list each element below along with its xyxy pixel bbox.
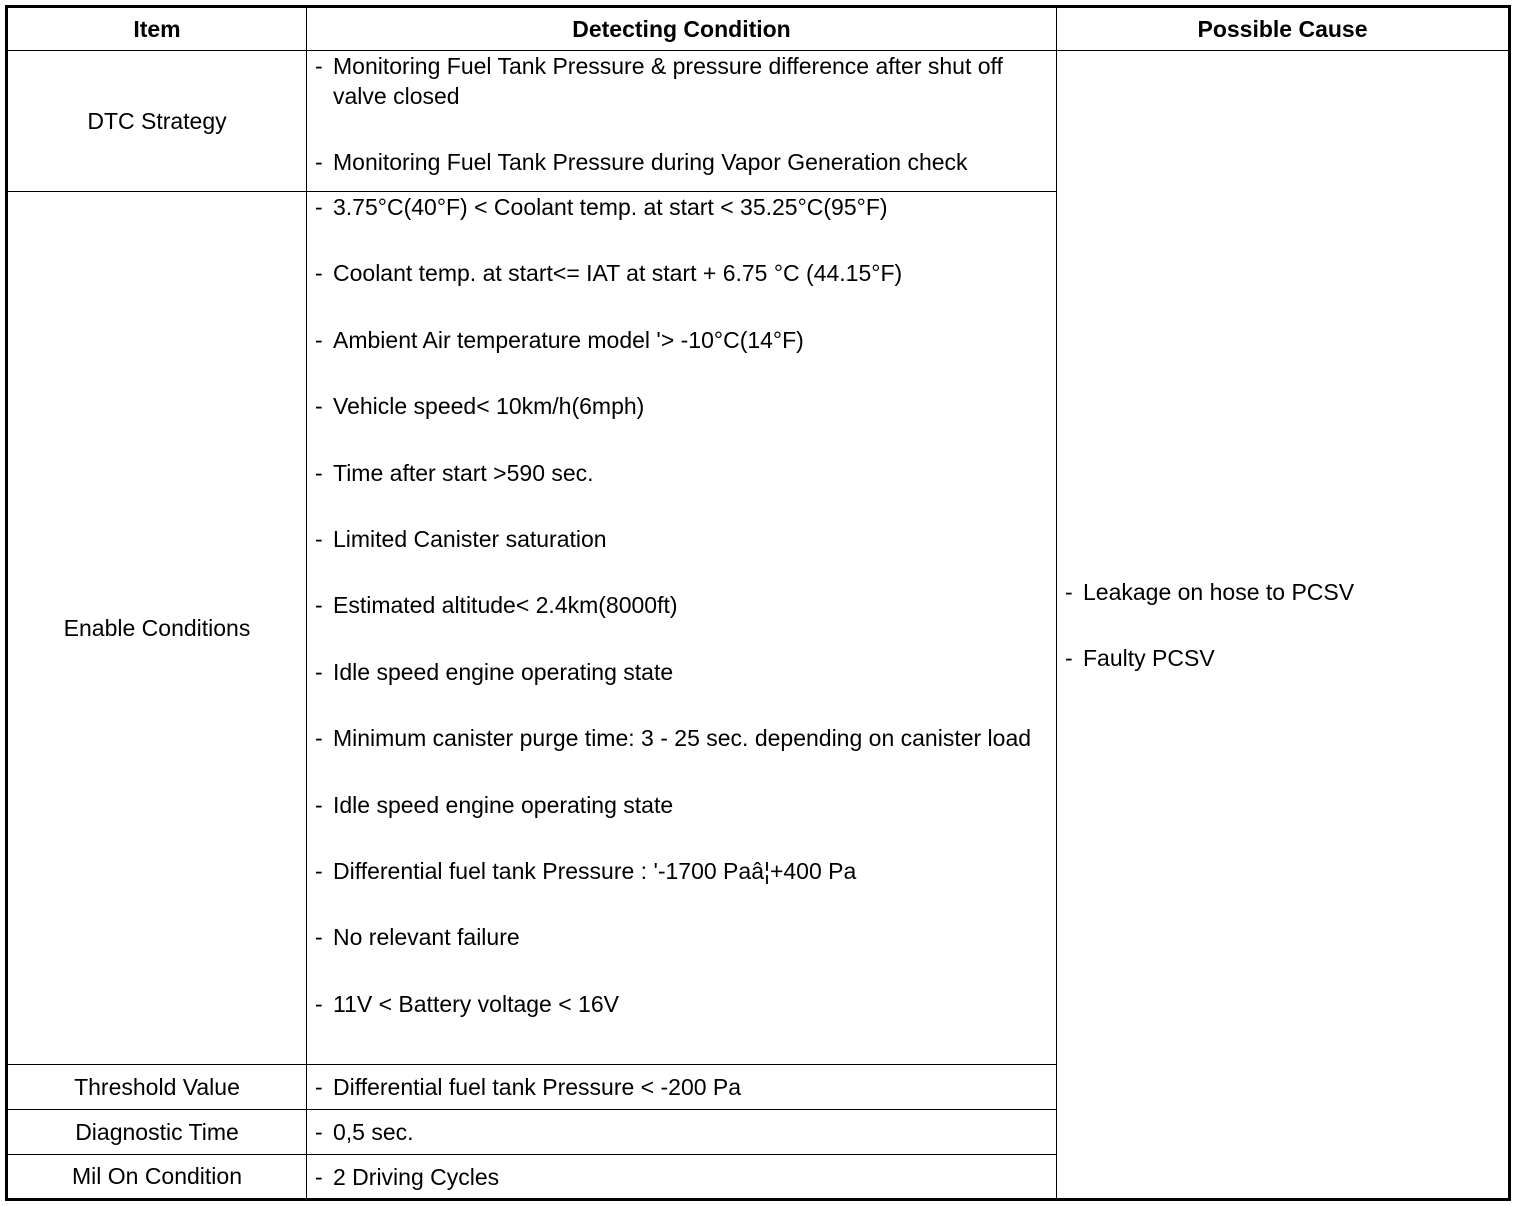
header-detecting-condition: Detecting Condition — [307, 7, 1057, 51]
condition-item: - Limited Canister saturation — [307, 524, 1056, 554]
cause-item: - Faulty PCSV — [1057, 643, 1508, 673]
condition-item: - 11V < Battery voltage < 16V — [307, 989, 1056, 1019]
row-dtc-strategy — [7, 51, 1510, 192]
condition-item: - Ambient Air temperature model '> -10°C(14°F) — [307, 325, 1056, 355]
condition-diagnostic-time — [307, 1110, 1057, 1155]
item-dtc-strategy: DTC Strategy — [7, 51, 307, 192]
header-possible-cause: Possible Cause — [1057, 7, 1510, 51]
condition-item: - 0,5 sec. — [307, 1117, 1056, 1147]
condition-item: - Minimum canister purge time: 3 - 25 sec. depending on canister load — [307, 723, 1056, 753]
condition-list — [307, 51, 1056, 177]
condition-item: - Idle speed engine operating state — [307, 790, 1056, 820]
condition-item: - Time after start >590 sec. — [307, 458, 1056, 488]
condition-item: - Vehicle speed< 10km/h(6mph) — [307, 391, 1056, 421]
conditions-dtc-strategy — [307, 51, 1057, 192]
condition-list — [307, 1162, 1056, 1192]
cause-item: - Leakage on hose to PCSV — [1057, 577, 1508, 607]
condition-item: - Coolant temp. at start<= IAT at start + 6.75 °C (44.15°F) — [307, 258, 1056, 288]
cause-list — [1057, 577, 1508, 673]
condition-threshold-value — [307, 1065, 1057, 1110]
condition-list — [307, 192, 1056, 1019]
item-mil-on-condition: Mil On Condition — [7, 1155, 307, 1200]
dtc-table — [5, 5, 1511, 1201]
condition-item: - No relevant failure — [307, 922, 1056, 952]
conditions-enable — [307, 192, 1057, 1065]
condition-item: - Differential fuel tank Pressure : '-1700 Paâ¦+400 Pa — [307, 856, 1056, 886]
condition-item: - Differential fuel tank Pressure < -200 Pa — [307, 1072, 1056, 1102]
possible-causes-cell — [1057, 51, 1510, 1200]
condition-item: - Monitoring Fuel Tank Pressure & pressure difference after shut off valve closed — [307, 51, 1056, 111]
condition-list — [307, 1117, 1056, 1147]
condition-item: - Estimated altitude< 2.4km(8000ft) — [307, 590, 1056, 620]
item-diagnostic-time: Diagnostic Time — [7, 1110, 307, 1155]
item-threshold-value: Threshold Value — [7, 1065, 307, 1110]
header-row — [7, 7, 1510, 51]
header-item: Item — [7, 7, 307, 51]
condition-item: - Monitoring Fuel Tank Pressure during Vapor Generation check — [307, 147, 1056, 177]
item-enable-conditions: Enable Conditions — [7, 192, 307, 1065]
condition-list — [307, 1072, 1056, 1102]
condition-item: - Idle speed engine operating state — [307, 657, 1056, 687]
condition-mil-on — [307, 1155, 1057, 1200]
condition-item: - 3.75°C(40°F) < Coolant temp. at start < 35.25°C(95°F) — [307, 192, 1056, 222]
condition-item: - 2 Driving Cycles — [307, 1162, 1056, 1192]
